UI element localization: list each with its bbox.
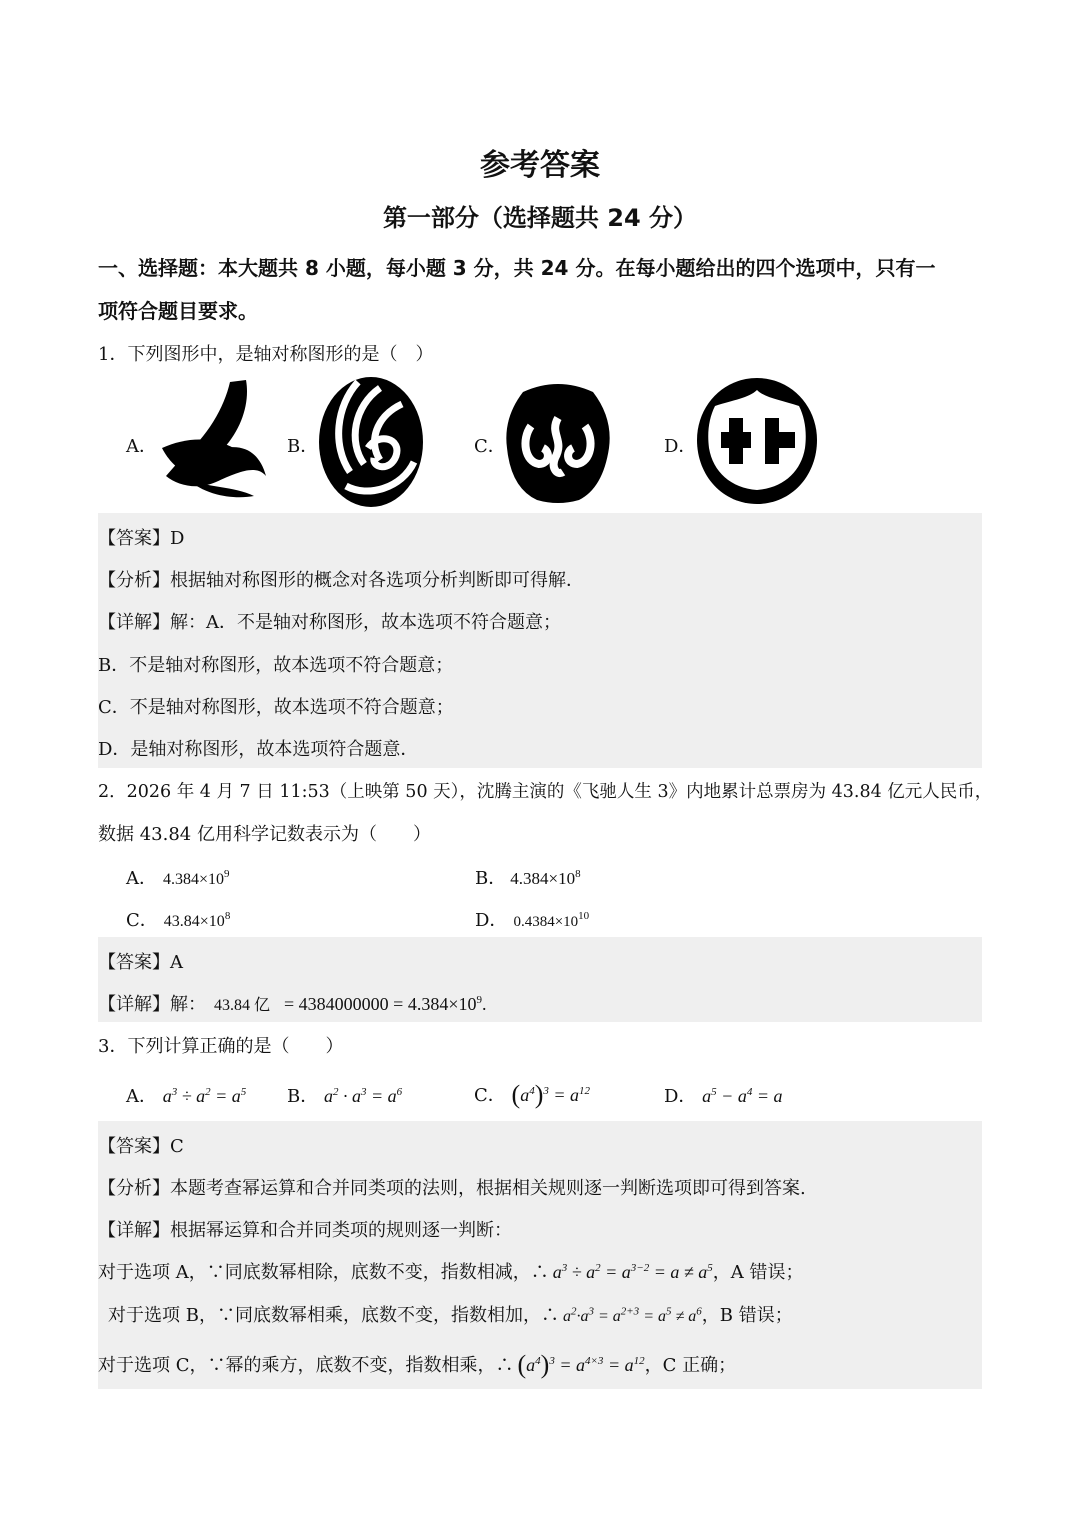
- q3-option-c: C． $(a^4)^3 = a^{12}$: [474, 1080, 591, 1109]
- q3-answer-box: [98, 1121, 982, 1389]
- q1-answer-box: [98, 513, 982, 768]
- q2-stem-line2: 数据 43.84 亿用科学记数表示为（ ）: [98, 824, 431, 845]
- q2-stem-line1: 2．2026 年 4 月 7 日 11:53（上映第 50 天），沈腾主演的《飞驰人生 3》内地累计总票房为 43.84 亿元人民币，: [98, 782, 993, 802]
- part-subtitle: 第一部分（选择题共 24 分）: [382, 204, 698, 232]
- q2-detail: 【详解】解： 43.84 亿 = $4384000000 = 4.384\times 10^9$.: [98, 994, 487, 1015]
- q3-detail-b: 对于选项 B，∵同底数幂相乘，底数不变，指数相加，∴ $a^2\cdot a^3 = a^{2+3} = a^5 \ne a^6$，B 错误；: [108, 1305, 793, 1326]
- q2-option-d: D． $0.4384\times 10^{10}$: [475, 910, 590, 931]
- q2-option-b: B． $4.384\times 10^8$: [475, 868, 581, 889]
- q3-detail-a: 对于选项 A，∵同底数幂相除，底数不变，指数相减，∴ $a^3 \div a^2 = a^{3-2} = a \ne a^5$，A 错误；: [98, 1262, 804, 1283]
- q1-option-c-label: C．: [474, 436, 506, 457]
- q2-answer: 【答案】A: [98, 952, 183, 973]
- logo-c-icon: [503, 378, 613, 506]
- q3-answer: 【答案】C: [98, 1136, 184, 1157]
- q3-detail-c-formula: $(a^4)^3 = a^{4\times 3} = a^{12}$: [517, 1350, 645, 1379]
- q3-stem: 3．下列计算正确的是（ ）: [98, 1036, 344, 1057]
- page-title: 参考答案: [480, 148, 600, 183]
- q3-analysis: 【分析】本题考查幂运算和合并同类项的法则，根据相关规则逐一判断选项即可得到答案.: [98, 1178, 806, 1199]
- q1-answer: 【答案】D: [98, 528, 185, 549]
- q1-option-d-label: D．: [664, 436, 697, 457]
- section-heading-line1: 一、选择题：本大题共 8 小题，每小题 3 分，共 24 分。在每小题给出的四个选项中，只有一: [98, 256, 936, 280]
- q1-option-b-label: B．: [287, 436, 319, 457]
- section-heading-line2: 项符合题目要求。: [98, 299, 258, 323]
- q1-analysis: 【分析】根据轴对称图形的概念对各选项分析判断即可得解．: [98, 570, 584, 591]
- q2-option-c: C． $43.84\times 10^8$: [126, 910, 231, 931]
- q1-stem: 1．下列图形中，是轴对称图形的是（ ）: [98, 344, 434, 365]
- q3-detail: 【详解】根据幂运算和合并同类项的规则逐一判断：: [98, 1220, 512, 1241]
- q3-option-b: B． $a^2 \cdot a^3 = a^6$: [287, 1086, 403, 1107]
- q3-detail-a-formula: $a^3 \div a^2 = a^{3-2} = a \ne a^5$: [552, 1262, 713, 1282]
- q3-detail-b-formula: $a^2\cdot a^3 = a^{2+3} = a^5 \ne a^6$: [562, 1305, 702, 1325]
- q1-detail-d: D．是轴对称图形，故本选项符合题意．: [98, 739, 419, 760]
- q3-option-b-formula: $a^2 \cdot a^3 = a^6$: [323, 1086, 403, 1106]
- q1-option-a-label: A．: [126, 436, 157, 457]
- q1-detail-b: B．不是轴对称图形，故本选项不符合题意；: [98, 655, 454, 676]
- q1-detail-c: C．不是轴对称图形，故本选项不符合题意；: [98, 697, 454, 718]
- q1-detail-a: 【详解】解：A．不是轴对称图形，故本选项不符合题意；: [98, 612, 561, 633]
- q3-option-a-formula: $a^3 \div a^2 = a^5$: [162, 1086, 247, 1106]
- q3-option-a: A． $a^3 \div a^2 = a^5$: [126, 1086, 247, 1107]
- q2-option-a: A． $4.384\times 10^9$: [126, 868, 230, 889]
- q3-option-d-formula: $a^5 - a^4 = a$: [702, 1086, 783, 1106]
- q3-option-d: D． $a^5 - a^4 = a$: [664, 1086, 783, 1107]
- logo-a-icon: [158, 378, 270, 500]
- logo-b-icon: [318, 376, 424, 508]
- q3-option-c-formula: $(a^4)^3 = a^{12}$: [511, 1080, 591, 1109]
- q3-detail-c: 对于选项 C，∵幂的乘方，底数不变，指数相乘，∴ $(a^4)^3 = a^{4\times 3} = a^{12}$，C 正确；: [98, 1350, 737, 1379]
- logo-d-icon: [695, 376, 819, 506]
